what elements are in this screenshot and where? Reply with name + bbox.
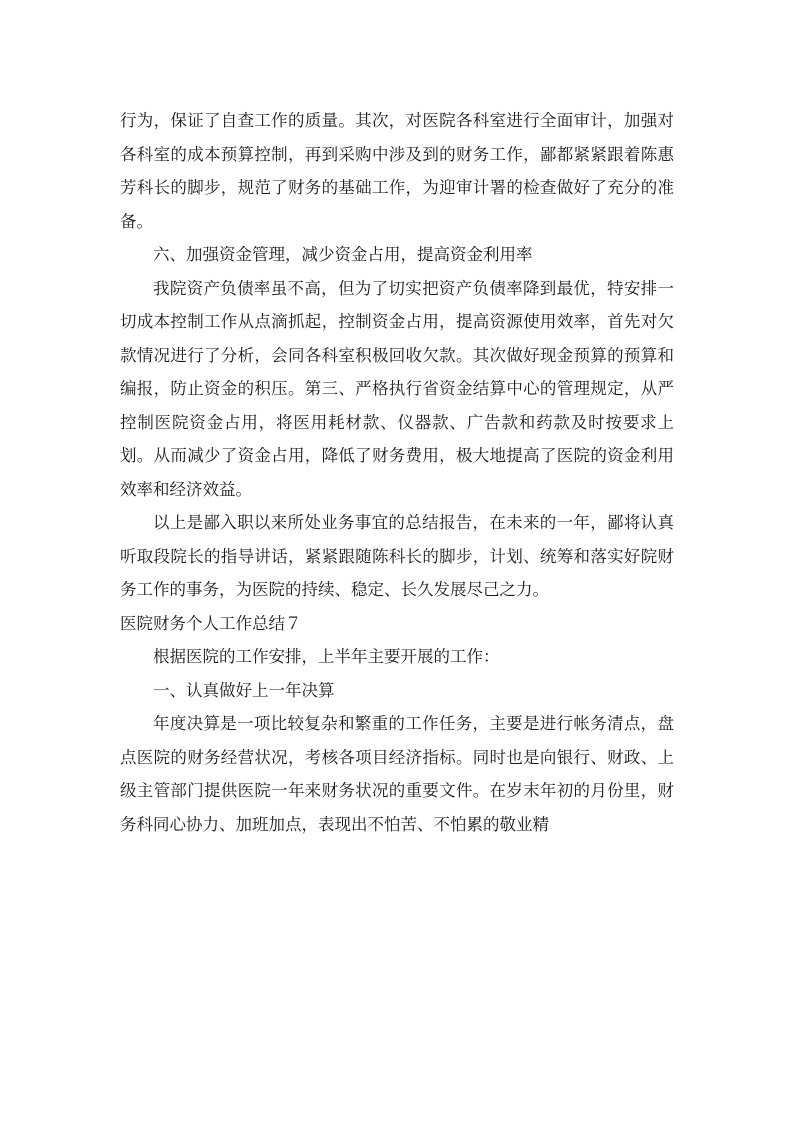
- document-body: [120, 104, 674, 841]
- paragraph-annual-accounts: 年度决算是一项比较复杂和繁重的工作任务，主要是进行帐务清点，盘点医院的财务经营状况，考核各项目经济指标。同时也是向银行、财政、上级主管部门提供医院一年来财务状况的重要文件。在岁末年初的月份里，财务科同心协力、加班加点，表现出不怕苦、不怕累的敬业精: [120, 714, 674, 834]
- section-heading-six: 六、加强资金管理，减少资金占用，提高资金利用率: [153, 245, 533, 264]
- paragraph-capital-management: 我院资产负债率虽不高，但为了切实把资产负债率降到最优，特安排一切成本控制工作从点滴抓起，控制资金占用，提高资源使用效率，首先对欠款情况进行了分析，会同各科室积极回收欠款。其次做好现金预算的预算和编报，防止资金的积压。第三、严格执行省资金结算中心的管理规定，从严控制医院资金占用，将医用耗材款、仪器款、广告款和药款及时按要求上划。从而减少了资金占用，降低了财务费用，极大地提高了医院的资金利用效率和经济效益。: [120, 278, 674, 499]
- paragraph-intro: 根据医院的工作安排，上半年主要开展的工作：: [153, 647, 500, 666]
- paragraph-continuation: 行为，保证了自查工作的质量。其次，对医院各科室进行全面审计，加强对各科室的成本预算控制，再到采购中涉及到的财务工作，鄙都紧紧跟着陈惠芳科长的脚步，规范了财务的基础工作，为迎审计署的检查做好了充分的准备。: [120, 111, 674, 231]
- article-title: 医院财务个人工作总结７: [120, 613, 302, 633]
- section-heading-one: 一、认真做好上一年决算: [153, 680, 335, 700]
- paragraph-summary-closing: 以上是鄙入职以来所处业务事宜的总结报告，在未来的一年，鄙将认真听取段院长的指导讲话，紧紧跟随陈科长的脚步，计划、统筹和落实好院财务工作的事务，为医院的持续、稳定、长久发展尽己之力。: [120, 513, 674, 599]
